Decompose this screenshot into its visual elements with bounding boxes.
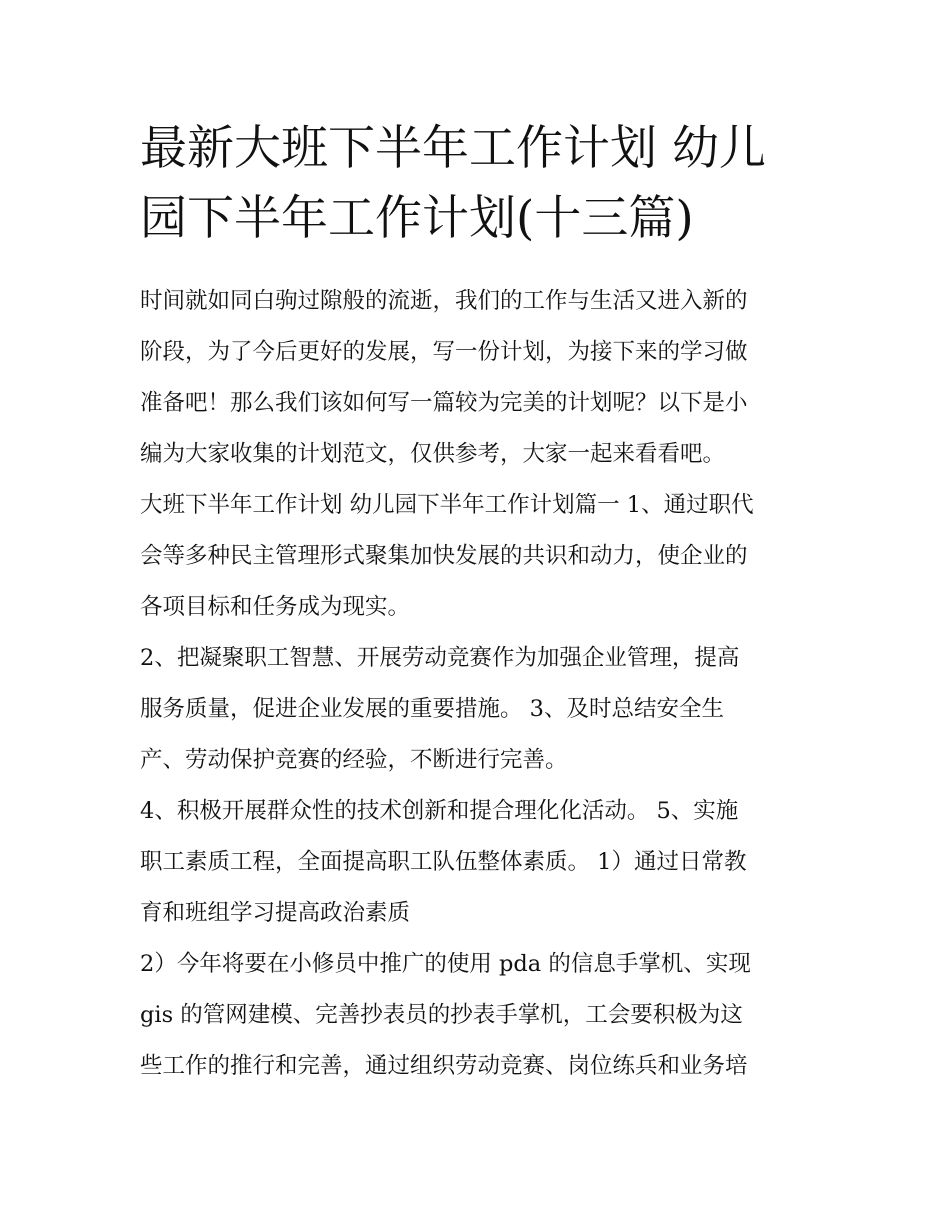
text-line: 职工素质工程，全面提高职工队伍整体素质。 1）通过日常教	[140, 849, 747, 875]
paragraph-section-1	[140, 480, 830, 633]
text-line: 准备吧！那么我们该如何写一篇较为完美的计划呢？以下是小	[140, 390, 748, 416]
title-line-2: 园下半年工作计划(十三篇)	[140, 191, 694, 246]
text-line: 时间就如同白驹过隙般的流逝，我们的工作与生活又进入新的	[140, 288, 748, 314]
paragraph-intro	[140, 276, 830, 480]
text-line: 2）今年将要在小修员中推广的使用 pda 的信息手掌机、实现	[140, 951, 751, 977]
text-line: 产、劳动保护竞赛的经验，不断进行完善。	[140, 747, 568, 773]
text-line: gis 的管网建模、完善抄表员的抄表手掌机，工会要积极为这	[140, 1002, 743, 1028]
text-line: 些工作的推行和完善，通过组织劳动竞赛、岗位练兵和业务培	[140, 1053, 748, 1079]
paragraph-item-4-5	[140, 786, 830, 939]
text-line: 服务质量，促进企业发展的重要措施。 3、及时总结安全生	[140, 696, 724, 722]
text-line: 阶段，为了今后更好的发展，写一份计划，为接下来的学习做	[140, 339, 748, 365]
text-line: 育和班组学习提高政治素质	[140, 900, 411, 926]
document-title	[140, 114, 820, 254]
document-body	[140, 276, 830, 1092]
text-line: 会等多种民主管理形式聚集加快发展的共识和动力，使企业的	[140, 543, 748, 569]
title-line-1: 最新大班下半年工作计划 幼儿	[140, 121, 766, 176]
paragraph-item-sub-2	[140, 939, 830, 1092]
text-line: 大班下半年工作计划 幼儿园下半年工作计划篇一 1、通过职代	[140, 492, 754, 518]
text-line: 2、把凝聚职工智慧、开展劳动竞赛作为加强企业管理，提高	[140, 645, 740, 671]
text-line: 编为大家收集的计划范文，仅供参考，大家一起来看看吧。	[140, 441, 726, 467]
paragraph-item-2-3	[140, 633, 830, 786]
text-line: 各项目标和任务成为现实。	[140, 594, 411, 620]
text-line: 4、积极开展群众性的技术创新和提合理化化活动。 5、实施	[140, 798, 739, 824]
